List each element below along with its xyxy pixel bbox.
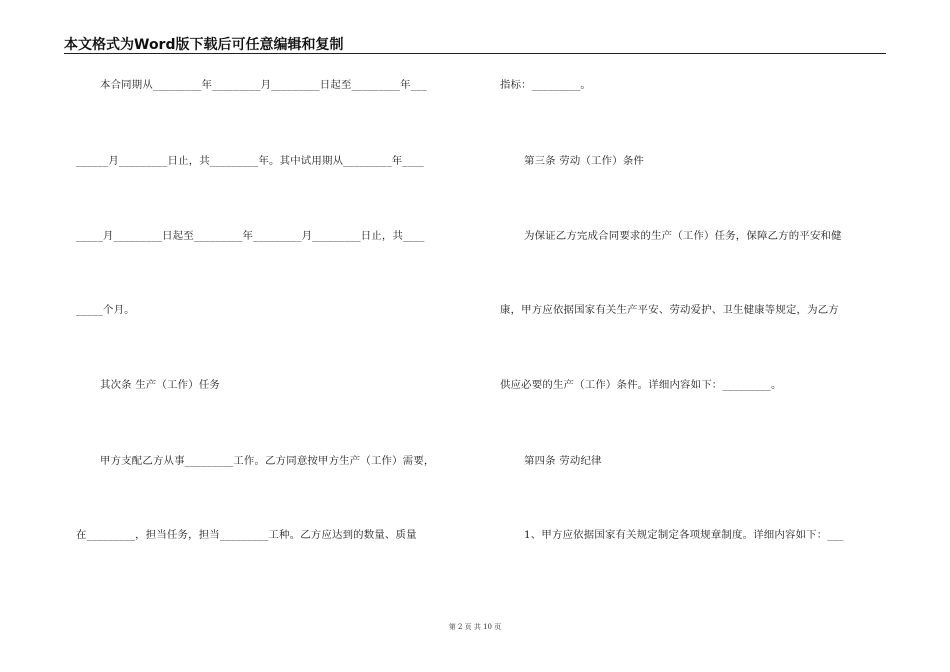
left-column [76,0,468,620]
document-header-title: 本文格式为Word版下载后可任意编辑和复制 [64,37,344,53]
paragraph-line: _____个月。 [76,304,135,316]
paragraph-line: 为保证乙方完成合同要求的生产（工作）任务，保障乙方的平安和健 [524,230,842,242]
paragraph-line: 在_________，担当任务，担当_________工种。乙方应达到的数量、质量 [76,529,417,541]
paragraph-line: 供应必要的生产（工作）条件。详细内容如下：_________。 [500,379,782,391]
paragraph-line: 甲方支配乙方从事_________工作。乙方同意按甲方生产（工作）需要， [100,455,435,467]
paragraph-line: 指标：_________。 [500,79,591,91]
section-heading: 第三条 劳动（工作）条件 [524,155,644,167]
section-heading: 第四条 劳动纪律 [524,455,602,467]
section-heading: 其次条 生产（工作）任务 [100,379,220,391]
paragraph-line: _____月_________日起至_________年_________月_________日止，共____ [76,230,425,242]
paragraph-line: 1、甲方应依据国家有关规定制定各项规章制度。详细内容如下：___ [524,529,844,541]
right-column [500,0,886,620]
page-footer: 第 2 页 共 10 页 [448,623,502,631]
paragraph-line: ______月_________日止，共_________年。其中试用期从_________年____ [76,155,424,167]
paragraph-line: 康，甲方应依据国家有关生产平安、劳动爱护、卫生健康等规定，为乙方 [500,304,839,316]
paragraph-line: 本合同期从_________年_________月_________日起至_________年___ [100,79,427,91]
